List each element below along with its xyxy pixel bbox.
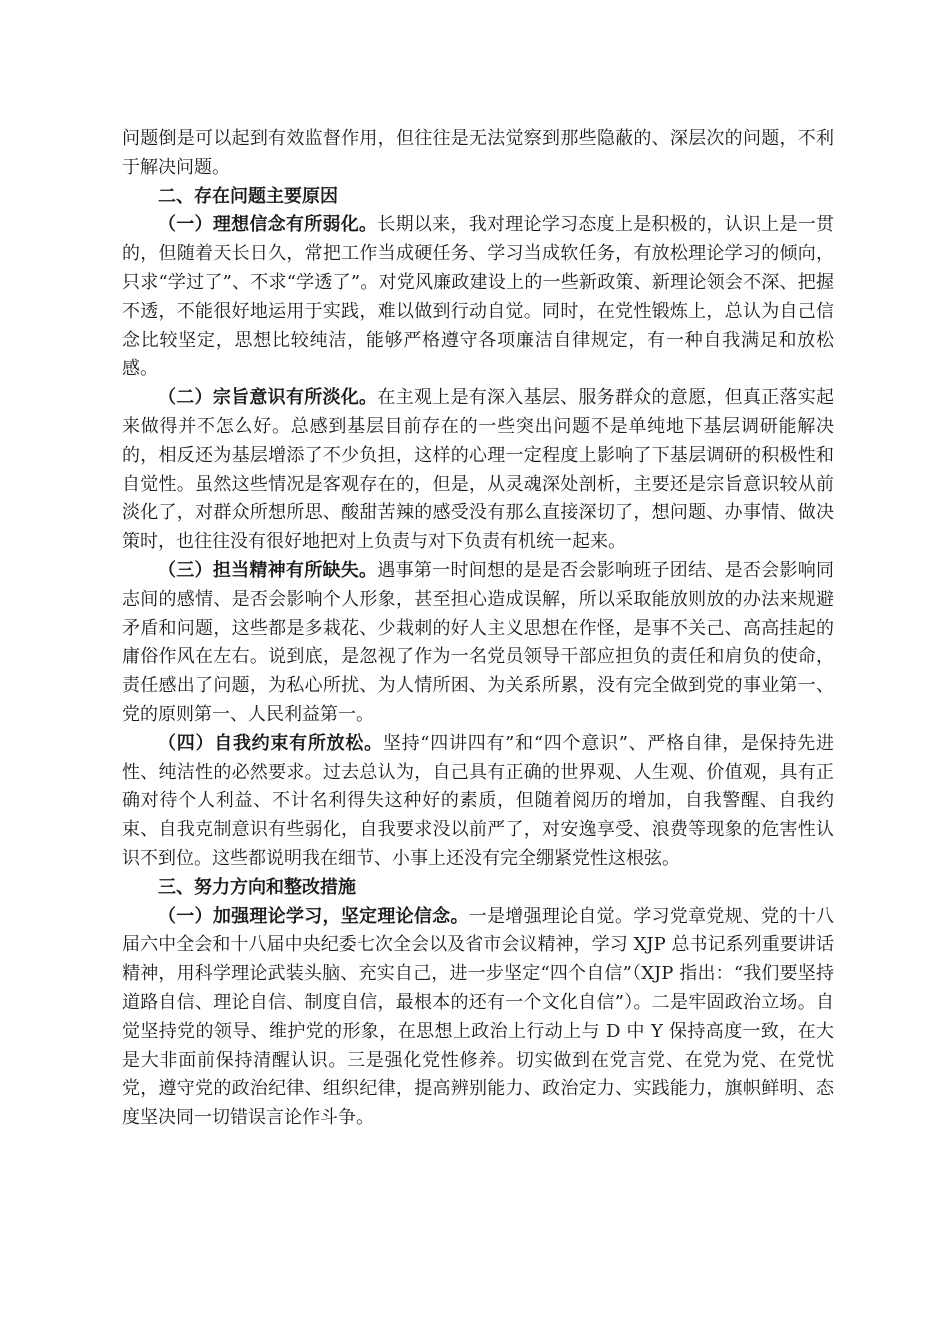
subsection-title-1: （一）理想信念有所弱化。 bbox=[158, 214, 378, 236]
subsection-body-1: 长期以来，我对理论学习态度上是积极的，认识上是一贯的，但随着天长日久，常把工作当成硬任务、学习当成软任务，有放松理论学习的倾向，只求“学过了”、不求“学透了”。对党风廉政建设上的一些新政策、新理论领会不深、把握不透，不能很好地运用于实践，难以做到行动自觉。同时，在党性锻炼上，总认为自己信念比较坚定，思想比较纯洁，能够严格遵守各项廉洁自律规定，有一种自我满足和放松感。 bbox=[122, 214, 835, 380]
subsection-title-4: （四）自我约束有所放松。 bbox=[158, 732, 383, 754]
section-heading-3: 三、努力方向和整改措施 bbox=[158, 876, 356, 898]
subsection-body-4: 坚持“四讲四有”和“四个意识”、严格自律，是保持先进性、纯洁性的必然要求。过去总认为，自己具有正确的世界观、人生观、价值观，具有正确对待个人利益、不计名利得失这种好的素质，但随着阅历的增加，自我警醒、自我约束、自我克制意识有些弱化，自我要求没以前严了，对安逸享受、浪费等现象的危害性认识不到位。这些都说明我在细节、小事上还没有完全绷紧党性这根弦。 bbox=[122, 732, 835, 869]
subsection-title-3: （三）担当精神有所缺失。 bbox=[158, 559, 378, 581]
subsection-title-2: （二）宗旨意识有所淡化。 bbox=[158, 387, 378, 409]
continued-paragraph: 问题倒是可以起到有效监督作用，但往往是无法觉察到那些隐蔽的、深层次的问题，不利于解决问题。 bbox=[122, 128, 834, 178]
subsection-body-5: 一是增强理论自觉。学习党章党规、党的十八届六中全会和十八届中央纪委七次全会以及省市会议精神，学习 XJP 总书记系列重要讲话精神，用科学理论武装头脑、充实自己，进一步坚定“四个自信”（XJP 指出：“我们要坚持道路自信、理论自信、制度自信，最根本的还有一个文化自信”）。二是牢固政治立场。自觉坚持党的领导、维护党的形象，在思想上政治上行动上与 D 中 Y 保持高度一致，在大是大非面前保持清醒认识。三是强化党性修养。切实做到在党言党、在党为党、在党忧党，遵守党的政治纪律、组织纪律，提高辨别能力、政治定力、实践能力，旗帜鲜明、态度坚决同一切错误言论作斗争。 bbox=[122, 905, 835, 1129]
subsection-paragraph-2 bbox=[122, 384, 834, 557]
subsection-paragraph-4 bbox=[122, 730, 834, 874]
subsection-paragraph-5 bbox=[122, 903, 834, 1133]
subsection-body-3: 遇事第一时间想的是是否会影响班子团结、是否会影响同志间的感情、是否会影响个人形象，甚至担心造成误解，所以采取能放则放的办法来规避矛盾和问题，这些都是多栽花、少栽刺的好人主义思想在作怪，是事不关己、高高挂起的庸俗作风在左右。说到底，是忽视了作为一名党员领导干部应担负的责任和肩负的使命，责任感出了问题，为私心所扰、为人情所困、为关系所累，没有完全做到党的事业第一、党的原则第一、人民利益第一。 bbox=[122, 559, 835, 725]
subsection-title-5: （一）加强理论学习，坚定理论信念。 bbox=[158, 905, 469, 927]
document-body bbox=[122, 125, 834, 1133]
subsection-paragraph-3 bbox=[122, 557, 834, 730]
section-heading-2: 二、存在问题主要原因 bbox=[158, 185, 338, 207]
subsection-body-2: 在主观上是有深入基层、服务群众的意愿，但真正落实起来做得并不怎么好。总感到基层目前存在的一些突出问题不是单纯地下基层调研能解决的，相反还为基层增添了不少负担，这样的心理一定程度上影响了下基层调研的积极性和自觉性。虽然这些情况是客观存在的，但是，从灵魂深处剖析，主要还是宗旨意识较从前淡化了，对群众所想所思、酸甜苦辣的感受没有那么直接深切了，想问题、办事情、做决策时，也往往没有很好地把对上负责与对下负责有机统一起来。 bbox=[122, 387, 835, 553]
subsection-paragraph-1 bbox=[122, 211, 834, 384]
